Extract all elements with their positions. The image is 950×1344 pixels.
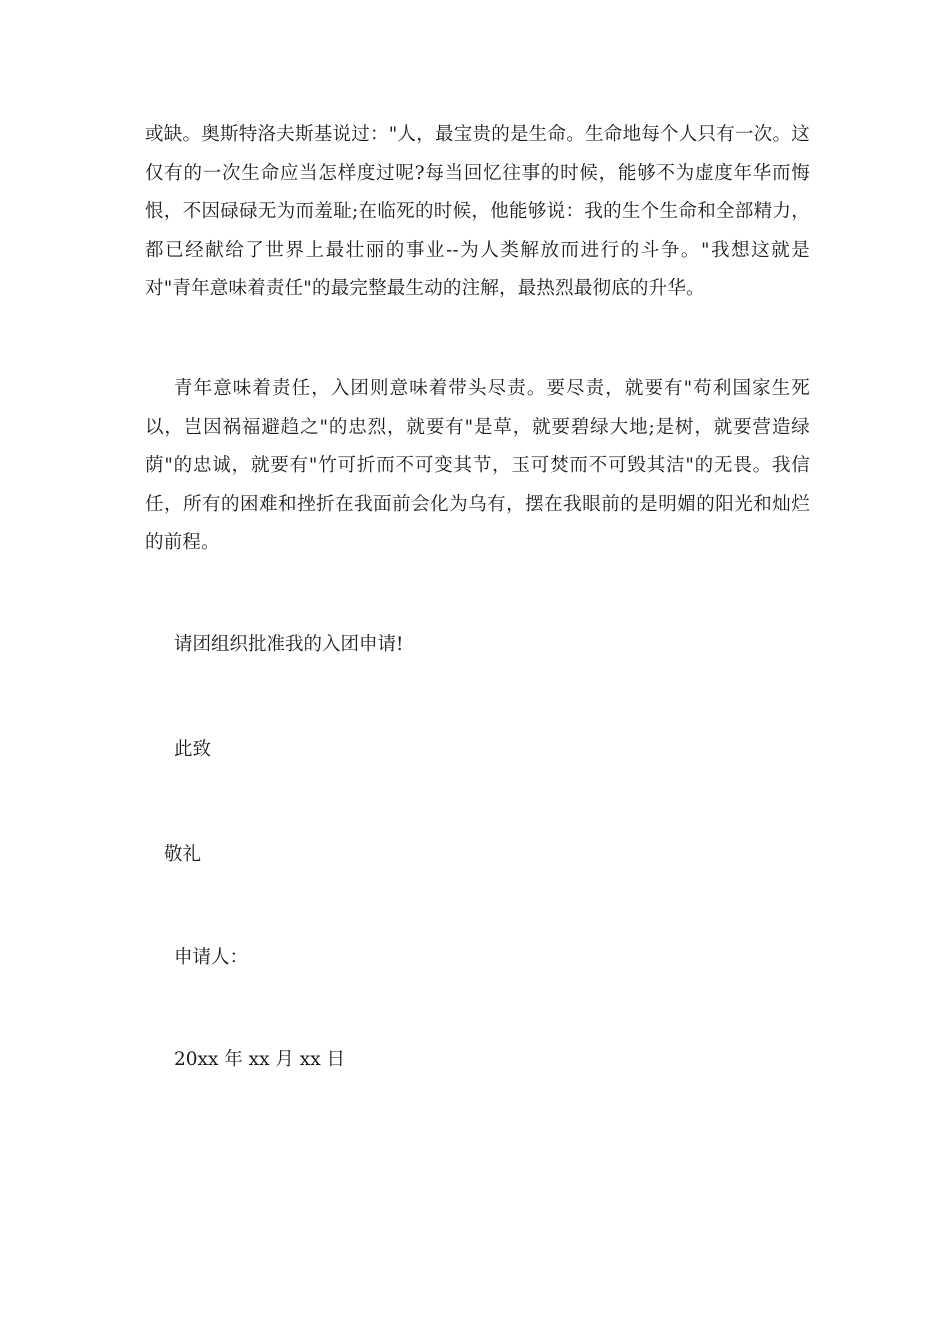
salutation-cizhi: 此致: [174, 739, 212, 760]
applicant-label: 申请人：: [174, 947, 249, 968]
body-paragraph-2: 青年意味着责任，入团则意味着带头尽责。要尽责，就要有"苟利国家生死以，岂因祸福避趋之"的忠烈，就要有"是草，就要碧绿大地;是树，就要营造绿荫"的忠诚，就要有"竹可折而不可变其节，玉可焚而不可毁其洁"的无畏。我信任，所有的困难和挫折在我面前会化为乌有，摆在我眼前的是明媚的阳光和灿烂的前程。: [145, 378, 810, 553]
body-paragraph-1: 或缺。奥斯特洛夫斯基说过："人，最宝贵的是生命。生命地每个人只有一次。这仅有的一次生命应当怎样度过呢?每当回忆往事的时候，能够不为虚度年华而悔恨，不因碌碌无为而羞耻;在临死的时候，他能够说：我的生个生命和全部精力，都已经献给了世界上最壮丽的事业--为人类解放而进行的斗争。"我想这就是对"青年意味着责任"的最完整最生动的注解，最热烈最彻底的升华。: [145, 124, 810, 299]
salutation-jingli: 敬礼: [164, 844, 202, 865]
request-line: 请团组织批准我的入团申请!: [174, 634, 404, 655]
date-line: 20xx 年 xx 月 xx 日: [174, 1049, 346, 1070]
